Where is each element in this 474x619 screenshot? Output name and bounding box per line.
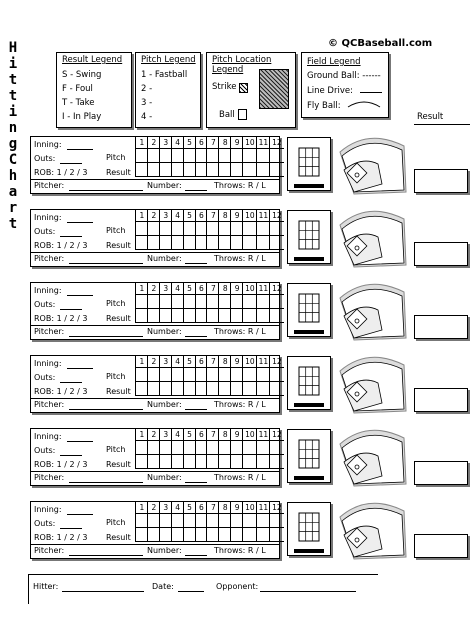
pitcher-field[interactable] — [69, 409, 143, 410]
pitch-row-label: Pitch — [106, 372, 126, 381]
pitch-result-cell[interactable] — [242, 527, 257, 542]
number-label: Number: — [147, 327, 182, 336]
pitch-number-cell: 11 — [256, 429, 271, 441]
number-field[interactable] — [185, 555, 207, 556]
outs-label: Outs: — [34, 373, 56, 382]
outs-field[interactable] — [60, 309, 82, 310]
strike-zone-grid-icon — [288, 357, 330, 409]
pitch-number-cell: 9 — [230, 502, 243, 514]
pitch-number-cell: 6 — [195, 502, 208, 514]
pitcher-row-divider — [31, 471, 279, 472]
pitch-number-cell: 9 — [230, 429, 243, 441]
number-label: Number: — [147, 400, 182, 409]
pitcher-label: Pitcher: — [34, 327, 65, 336]
title-letter: i — [8, 104, 18, 120]
ball-swatch-icon — [238, 109, 247, 120]
strike-zone-grid-icon — [288, 138, 330, 190]
pitch-number-cell: 4 — [171, 429, 184, 441]
pitch-number-cell: 5 — [183, 283, 196, 295]
pitch-number-cell: 6 — [195, 356, 208, 368]
pitch-number-cell: 4 — [171, 283, 184, 295]
pitch-number-cell: 10 — [242, 429, 257, 441]
at-bat-box — [30, 501, 280, 559]
outs-label: Outs: — [34, 300, 56, 309]
inning-label: Inning: — [34, 505, 62, 514]
title-letter: t — [8, 88, 18, 104]
rob-label: ROB: 1 / 2 / 3 — [34, 387, 88, 396]
pitcher-label: Pitcher: — [34, 546, 65, 555]
outs-label: Outs: — [34, 519, 56, 528]
pitch-result-cell[interactable] — [242, 454, 257, 469]
result-legend — [56, 52, 132, 128]
pitch-type-cell[interactable] — [242, 367, 257, 382]
pitch-legend-item: 3 - — [141, 98, 153, 108]
pitch-row-label: Pitch — [106, 226, 126, 235]
field-diagram-icon[interactable] — [338, 426, 408, 488]
pitch-number-cell: 9 — [230, 356, 243, 368]
pitch-row-label: Pitch — [106, 299, 126, 308]
title-letter: a — [8, 184, 18, 200]
outs-field[interactable] — [60, 163, 82, 164]
pitch-type-cell[interactable] — [256, 148, 271, 163]
pitch-number-cell: 1 — [135, 210, 148, 222]
field-diagram-icon[interactable] — [338, 207, 408, 269]
result-row-label: Result — [106, 241, 131, 250]
at-bat-box — [30, 136, 280, 194]
inning-label: Inning: — [34, 140, 62, 149]
pitch-result-cell[interactable] — [269, 308, 284, 323]
result-legend-title: Result Legend — [62, 55, 123, 65]
pitch-result-cell[interactable] — [242, 235, 257, 250]
pitcher-label: Pitcher: — [34, 400, 65, 409]
pitch-number-cell: 10 — [242, 356, 257, 368]
pitch-number-cell: 5 — [183, 502, 196, 514]
pitch-number-cell: 5 — [183, 356, 196, 368]
title-letter: t — [8, 72, 18, 88]
strike-label: Strike — [212, 82, 237, 92]
rob-label: ROB: 1 / 2 / 3 — [34, 460, 88, 469]
pitch-number-cell: 7 — [206, 502, 219, 514]
at-bat-box — [30, 209, 280, 267]
result-box[interactable] — [414, 315, 468, 339]
pitch-number-cell: 8 — [218, 283, 231, 295]
pitch-number-cell: 2 — [147, 210, 160, 222]
throws-label: Throws: R / L — [214, 400, 266, 409]
pitch-location-legend — [206, 52, 296, 128]
pitch-result-cell[interactable] — [242, 381, 257, 396]
pitch-type-cell[interactable] — [269, 294, 284, 309]
title-letter: C — [8, 152, 18, 168]
pitch-number-cell: 3 — [159, 502, 172, 514]
footer-rule — [28, 574, 378, 575]
pitch-result-cell[interactable] — [242, 308, 257, 323]
inning-field[interactable] — [67, 222, 93, 223]
pitch-number-cell: 2 — [147, 502, 160, 514]
pitch-number-cell: 12 — [269, 429, 284, 441]
pitch-number-cell: 9 — [230, 137, 243, 149]
result-row-label: Result — [106, 387, 131, 396]
pitch-number-cell: 9 — [230, 283, 243, 295]
inning-field[interactable] — [67, 295, 93, 296]
pitch-number-cell: 3 — [159, 356, 172, 368]
outs-label: Outs: — [34, 227, 56, 236]
title-letter: H — [8, 40, 18, 56]
pitch-result-cell[interactable] — [256, 308, 271, 323]
throws-label: Throws: R / L — [214, 327, 266, 336]
pitch-number-cell: 12 — [269, 210, 284, 222]
result-header-rule — [414, 124, 470, 125]
pitch-number-cell: 4 — [171, 210, 184, 222]
pitch-number-cell: 11 — [256, 210, 271, 222]
pitch-number-cell: 10 — [242, 137, 257, 149]
inning-field[interactable] — [67, 368, 93, 369]
inning-label: Inning: — [34, 213, 62, 222]
strike-zone-grid-icon — [288, 211, 330, 263]
strike-zone-grid-icon — [288, 430, 330, 482]
field-diagram-icon[interactable] — [338, 499, 408, 561]
pitch-number-cell: 4 — [171, 137, 184, 149]
result-box[interactable] — [414, 388, 468, 412]
pitch-number-cell: 2 — [147, 137, 160, 149]
pitch-number-cell: 4 — [171, 502, 184, 514]
result-legend-item: S - Swing — [62, 70, 102, 80]
pitch-location-zone[interactable] — [287, 137, 331, 191]
number-label: Number: — [147, 181, 182, 190]
outs-field[interactable] — [60, 455, 82, 456]
pitch-number-cell: 11 — [256, 502, 271, 514]
pitch-number-cell: 8 — [218, 356, 231, 368]
pitch-number-cell: 7 — [206, 356, 219, 368]
result-box[interactable] — [414, 169, 468, 193]
pitch-number-cell: 7 — [206, 210, 219, 222]
date-label: Date: — [152, 582, 174, 591]
at-bat-box — [30, 282, 280, 340]
pitch-type-cell[interactable] — [256, 367, 271, 382]
throws-label: Throws: R / L — [214, 254, 266, 263]
pitch-number-cell: 7 — [206, 429, 219, 441]
pitcher-field[interactable] — [69, 555, 143, 556]
ground-ball-label: Ground Ball: ------ — [307, 71, 381, 81]
pitch-type-cell[interactable] — [269, 367, 284, 382]
pitch-number-cell: 11 — [256, 283, 271, 295]
pitch-result-cell[interactable] — [269, 527, 284, 542]
pitch-number-cell: 6 — [195, 137, 208, 149]
outs-field[interactable] — [60, 382, 82, 383]
pitch-legend — [135, 52, 201, 128]
title-letter: n — [8, 120, 18, 136]
pitch-number-cell: 12 — [269, 502, 284, 514]
number-field[interactable] — [185, 482, 207, 483]
pitch-number-cell: 12 — [269, 283, 284, 295]
pitch-number-cell: 2 — [147, 429, 160, 441]
pitch-number-cell: 8 — [218, 137, 231, 149]
pitch-number-cell: 1 — [135, 356, 148, 368]
pitch-number-cell: 1 — [135, 502, 148, 514]
pitch-type-cell[interactable] — [256, 513, 271, 528]
inning-label: Inning: — [34, 432, 62, 441]
number-label: Number: — [147, 254, 182, 263]
pitch-number-cell: 3 — [159, 283, 172, 295]
strike-zone-grid-icon — [288, 503, 330, 555]
result-header: Result — [417, 112, 444, 122]
pitch-location-legend-title-2: Legend — [212, 65, 244, 75]
pitch-number-cell: 12 — [269, 356, 284, 368]
title-letter: t — [8, 216, 18, 232]
pitch-number-cell: 8 — [218, 502, 231, 514]
pitch-result-cell[interactable] — [269, 454, 284, 469]
result-legend-item: T - Take — [62, 98, 95, 108]
pitch-row-label: Pitch — [106, 445, 126, 454]
inning-label: Inning: — [34, 359, 62, 368]
pitch-number-cell: 10 — [242, 210, 257, 222]
pitch-legend-item: 2 - — [141, 84, 153, 94]
pitch-number-cell: 1 — [135, 137, 148, 149]
pitch-location-zone[interactable] — [287, 356, 331, 410]
pitch-number-cell: 6 — [195, 429, 208, 441]
pitch-number-cell: 3 — [159, 137, 172, 149]
result-row-label: Result — [106, 533, 131, 542]
field-diagram-icon[interactable] — [338, 353, 408, 415]
pitch-result-cell[interactable] — [256, 527, 271, 542]
pitcher-row-divider — [31, 252, 279, 253]
fly-ball-icon — [346, 99, 382, 109]
hitter-label: Hitter: — [33, 582, 59, 591]
pitch-location-zone[interactable] — [287, 283, 331, 337]
pitch-location-zone[interactable] — [287, 502, 331, 556]
pitch-number-cell: 12 — [269, 137, 284, 149]
pitch-result-cell[interactable] — [269, 381, 284, 396]
pitch-type-cell[interactable] — [256, 440, 271, 455]
rob-label: ROB: 1 / 2 / 3 — [34, 533, 88, 542]
result-row-label: Result — [106, 314, 131, 323]
strike-zone-icon — [259, 69, 289, 109]
footer-left-rule — [28, 574, 29, 604]
pitch-number-cell: 2 — [147, 356, 160, 368]
field-diagram-icon[interactable] — [338, 134, 408, 196]
pitch-type-cell[interactable] — [269, 513, 284, 528]
pitch-number-cell: 1 — [135, 283, 148, 295]
pitcher-field[interactable] — [69, 336, 143, 337]
line-drive-label: Line Drive: — [307, 86, 353, 96]
pitch-number-cell: 3 — [159, 210, 172, 222]
pitch-location-zone[interactable] — [287, 429, 331, 483]
pitch-type-cell[interactable] — [256, 221, 271, 236]
field-legend-title: Field Legend — [307, 57, 361, 67]
pitch-result-cell[interactable] — [269, 162, 284, 177]
pitcher-label: Pitcher: — [34, 473, 65, 482]
pitch-row-label: Pitch — [106, 153, 126, 162]
pitcher-field[interactable] — [69, 190, 143, 191]
result-legend-item: F - Foul — [62, 84, 93, 94]
pitch-number-cell: 10 — [242, 283, 257, 295]
at-bat-box — [30, 355, 280, 413]
pitch-legend-item: 1 - Fastball — [141, 70, 188, 80]
copyright-text: © QCBaseball.com — [328, 38, 433, 49]
inning-label: Inning: — [34, 286, 62, 295]
pitch-number-cell: 5 — [183, 137, 196, 149]
pitch-number-cell: 5 — [183, 210, 196, 222]
pitch-number-cell: 6 — [195, 283, 208, 295]
date-field[interactable] — [178, 591, 204, 592]
pitch-number-cell: 4 — [171, 356, 184, 368]
pitcher-row-divider — [31, 544, 279, 545]
pitch-number-cell: 10 — [242, 502, 257, 514]
number-label: Number: — [147, 546, 182, 555]
throws-label: Throws: R / L — [214, 181, 266, 190]
inning-field[interactable] — [67, 149, 93, 150]
number-field[interactable] — [185, 263, 207, 264]
ball-label: Ball — [219, 110, 235, 120]
field-legend — [301, 52, 389, 118]
pitch-number-cell: 8 — [218, 210, 231, 222]
pitch-type-cell[interactable] — [256, 294, 271, 309]
at-bat-box — [30, 428, 280, 486]
rob-label: ROB: 1 / 2 / 3 — [34, 168, 88, 177]
line-drive-icon — [360, 92, 382, 93]
pitch-number-cell: 5 — [183, 429, 196, 441]
pitch-location-zone[interactable] — [287, 210, 331, 264]
field-diagram-icon[interactable] — [338, 280, 408, 342]
pitch-type-cell[interactable] — [242, 148, 257, 163]
outs-field[interactable] — [60, 236, 82, 237]
number-field[interactable] — [185, 409, 207, 410]
strike-swatch-icon — [239, 83, 248, 93]
pitch-type-cell[interactable] — [242, 294, 257, 309]
pitch-number-cell: 7 — [206, 137, 219, 149]
pitch-type-cell[interactable] — [269, 221, 284, 236]
result-box[interactable] — [414, 461, 468, 485]
pitch-number-cell: 2 — [147, 283, 160, 295]
pitch-location-legend-title-1: Pitch Location — [212, 55, 272, 65]
pitch-number-cell: 11 — [256, 356, 271, 368]
pitcher-label: Pitcher: — [34, 181, 65, 190]
pitcher-row-divider — [31, 179, 279, 180]
pitch-number-cell: 8 — [218, 429, 231, 441]
strike-zone-grid-icon — [288, 284, 330, 336]
rob-label: ROB: 1 / 2 / 3 — [34, 314, 88, 323]
result-row-label: Result — [106, 460, 131, 469]
pitcher-field[interactable] — [69, 263, 143, 264]
pitch-row-label: Pitch — [106, 518, 126, 527]
opponent-label: Opponent: — [216, 582, 259, 591]
outs-label: Outs: — [34, 154, 56, 163]
pitch-type-cell[interactable] — [242, 221, 257, 236]
pitch-legend-item: 4 - — [141, 112, 153, 122]
pitch-result-cell[interactable] — [256, 454, 271, 469]
rob-label: ROB: 1 / 2 / 3 — [34, 241, 88, 250]
number-field[interactable] — [185, 190, 207, 191]
pitch-type-cell[interactable] — [269, 440, 284, 455]
fly-ball-label: Fly Ball: — [307, 101, 341, 111]
inning-field[interactable] — [67, 514, 93, 515]
pitch-number-cell: 7 — [206, 283, 219, 295]
pitch-number-cell: 1 — [135, 429, 148, 441]
number-label: Number: — [147, 473, 182, 482]
pitch-result-cell[interactable] — [256, 162, 271, 177]
title-letter: i — [8, 56, 18, 72]
pitch-result-cell[interactable] — [256, 235, 271, 250]
result-row-label: Result — [106, 168, 131, 177]
title-letter: g — [8, 136, 18, 152]
pitcher-row-divider — [31, 325, 279, 326]
title-letter: h — [8, 168, 18, 184]
title-letter: r — [8, 200, 18, 216]
outs-label: Outs: — [34, 446, 56, 455]
hitter-field[interactable] — [62, 591, 144, 592]
pitch-legend-title: Pitch Legend — [141, 55, 196, 65]
outs-field[interactable] — [60, 528, 82, 529]
pitcher-row-divider — [31, 398, 279, 399]
result-box[interactable] — [414, 242, 468, 266]
pitch-result-cell[interactable] — [269, 235, 284, 250]
pitch-number-cell: 9 — [230, 210, 243, 222]
throws-label: Throws: R / L — [214, 546, 266, 555]
pitch-result-cell[interactable] — [242, 162, 257, 177]
pitcher-label: Pitcher: — [34, 254, 65, 263]
inning-field[interactable] — [67, 441, 93, 442]
pitch-number-cell: 11 — [256, 137, 271, 149]
result-legend-item: I - In Play — [62, 112, 102, 122]
result-box[interactable] — [414, 534, 468, 558]
pitch-type-cell[interactable] — [242, 513, 257, 528]
pitch-number-cell: 3 — [159, 429, 172, 441]
number-field[interactable] — [185, 336, 207, 337]
pitch-number-cell: 6 — [195, 210, 208, 222]
opponent-field[interactable] — [260, 591, 356, 592]
pitcher-field[interactable] — [69, 482, 143, 483]
pitch-result-cell[interactable] — [256, 381, 271, 396]
throws-label: Throws: R / L — [214, 473, 266, 482]
pitch-type-cell[interactable] — [269, 148, 284, 163]
pitch-type-cell[interactable] — [242, 440, 257, 455]
